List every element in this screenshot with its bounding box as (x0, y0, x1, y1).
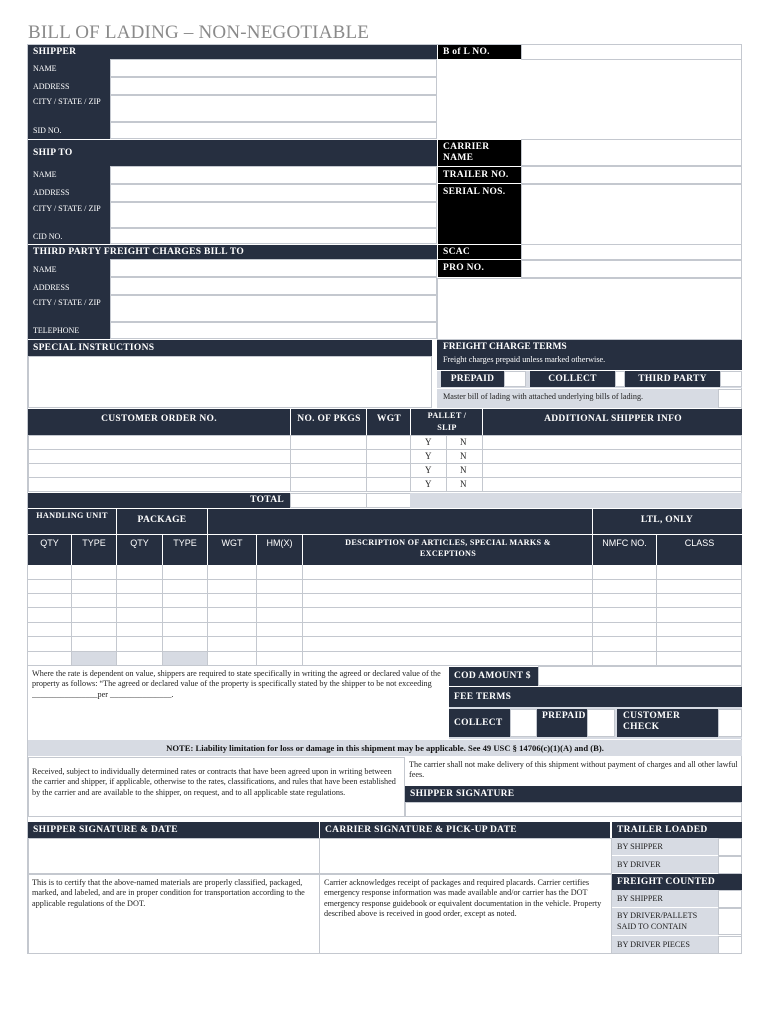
ship-to-city-label: CITY / STATE / ZIP (33, 204, 101, 213)
ship-to-address-field[interactable] (110, 184, 437, 202)
trailer-loaded-label: TRAILER LOADED (612, 822, 742, 838)
third-party-name-field[interactable] (110, 259, 437, 277)
by-driver-checkbox[interactable] (718, 856, 742, 874)
col-qty-package: QTY (130, 538, 149, 548)
ship-to-name-label: NAME (33, 170, 57, 179)
total-label: TOTAL (28, 493, 290, 508)
pallet-no[interactable]: N (460, 479, 467, 489)
pallet-no[interactable]: N (460, 465, 467, 475)
by-driver-pallets-checkbox[interactable] (718, 908, 742, 935)
master-bill-checkbox[interactable] (718, 389, 742, 408)
wgt-cell[interactable] (366, 435, 411, 450)
pro-no-label: PRO NO. (438, 260, 521, 277)
pallet-yes[interactable]: Y (425, 465, 432, 475)
table-row[interactable] (28, 477, 291, 492)
page-title: BILL OF LADING – NON-NEGOTIABLE (28, 22, 370, 43)
ship-to-address-label: ADDRESS (33, 188, 70, 197)
by-shipper-checkbox[interactable] (718, 838, 742, 856)
col-no-of-pkgs: NO. OF PKGS (297, 414, 361, 424)
pro-no-area[interactable] (437, 278, 742, 340)
third-party-checkbox[interactable] (720, 371, 742, 387)
header-divider (207, 509, 208, 565)
col-package: PACKAGE (137, 515, 187, 525)
third-party-address-label: ADDRESS (33, 283, 70, 292)
additional-info-cell[interactable] (482, 449, 742, 464)
serial-nos-field[interactable] (521, 184, 742, 245)
ship-to-id-field[interactable] (110, 228, 437, 244)
by-driver-pieces-checkbox[interactable] (718, 936, 742, 954)
total-filler (410, 493, 742, 508)
col-article-wgt: WGT (221, 538, 243, 548)
shipper-signature-field[interactable] (405, 802, 742, 817)
col-class: CLASS (684, 538, 715, 548)
freight-terms-note: Freight charges prepaid unless marked otherwise. (443, 355, 606, 364)
col-handling-unit: HANDLING UNIT (30, 510, 114, 522)
header-divider (482, 409, 483, 435)
header-divider (592, 509, 593, 565)
pkgs-cell[interactable] (290, 463, 367, 478)
trailer-no-field[interactable] (521, 166, 742, 184)
collect-label: COLLECT (530, 371, 615, 387)
shipper-address-field[interactable] (110, 77, 437, 95)
freight-counted-label: FREIGHT COUNTED (612, 874, 742, 890)
col-pallet-slip: PALLET / SLIP (427, 411, 467, 432)
freight-by-shipper-label: BY SHIPPER (612, 890, 718, 907)
additional-info-cell[interactable] (482, 435, 742, 450)
header-divider (28, 534, 742, 535)
table-row[interactable] (28, 463, 291, 478)
col-qty: QTY (40, 538, 59, 548)
pkgs-cell[interactable] (290, 449, 367, 464)
carrier-signature-date-label: CARRIER SIGNATURE & PICK-UP DATE (320, 822, 610, 838)
fee-terms-label: FEE TERMS (449, 687, 742, 707)
additional-info-cell[interactable] (482, 463, 742, 478)
carrier-no-delivery-text: The carrier shall not make delivery of this shipment without payment of charges and all other lawful fees. (409, 760, 738, 780)
header-divider (410, 409, 411, 435)
third-party-city-label: CITY / STATE / ZIP (33, 298, 101, 307)
pro-no-field[interactable] (521, 260, 742, 278)
third-party-address-field[interactable] (110, 277, 437, 295)
table-row[interactable] (28, 435, 291, 450)
shipper-city-label: CITY / STATE / ZIP (33, 97, 101, 106)
pallet-no[interactable]: N (460, 437, 467, 447)
third-party-city-field[interactable] (110, 295, 437, 322)
col-ltl-only: LTL, ONLY (640, 515, 694, 525)
shipper-signature-date-label: SHIPPER SIGNATURE & DATE (28, 822, 319, 838)
master-bill-text: Master bill of lading with attached underlying bills of lading. (443, 392, 644, 401)
header-divider (366, 409, 367, 435)
ship-to-header: SHIP TO (28, 140, 437, 166)
shipper-name-label: NAME (33, 64, 57, 73)
wgt-cell[interactable] (366, 463, 411, 478)
shipper-id-field[interactable] (110, 122, 437, 139)
customer-check-checkbox[interactable] (718, 709, 742, 737)
ship-to-city-field[interactable] (110, 202, 437, 228)
col-nmfc: NMFC NO. (602, 538, 647, 548)
carrier-ack-text: Carrier acknowledges receipt of packages and required placards. Carrier certifies emergency response information was made available and/or carrier has the DOT emergency response guidebook or equivalent documentation in the vehicle. Property described above is received in good order, except as noted. (324, 878, 602, 919)
pallet-yes[interactable]: Y (425, 451, 432, 461)
table-row[interactable] (28, 449, 291, 464)
shipper-city-field[interactable] (110, 95, 437, 122)
fee-prepaid-label: PREPAID (537, 709, 587, 737)
articles-grid[interactable] (28, 565, 742, 666)
carrier-name-label: CARRIER NAME (438, 140, 521, 166)
certify-text: This is to certify that the above-named materials are properly classified, packaged, marked, and labeled, and are in proper condition for transportation according to the applicable regulations of the DOT. (32, 878, 305, 908)
fee-collect-label: COLLECT (449, 709, 510, 737)
ship-to-name-field[interactable] (110, 166, 437, 184)
scac-label: SCAC (438, 245, 521, 259)
col-type-package: TYPE (173, 538, 197, 548)
declared-value-text: Where the rate is dependent on value, shippers are required to state specifically in writing the agreed or declared value of the property as follows: “The agreed or declared value of the property is specifically stated by the shipper to be not exceeding ________________per _______________. (32, 669, 441, 699)
freight-by-shipper-checkbox[interactable] (718, 890, 742, 908)
bol-no-label: B of L NO. (438, 45, 521, 59)
wgt-cell[interactable] (366, 449, 411, 464)
pallet-yes[interactable]: Y (425, 437, 432, 447)
by-shipper-label: BY SHIPPER (612, 838, 718, 855)
third-party-name-label: NAME (33, 265, 57, 274)
customer-check-label: CUSTOMER CHECK (617, 709, 718, 737)
col-type: TYPE (82, 538, 106, 548)
special-instructions-header: SPECIAL INSTRUCTIONS (28, 340, 432, 356)
third-party-telephone-label: TELEPHONE (33, 326, 80, 335)
special-instructions-field[interactable] (28, 356, 432, 408)
shipper-signature-date-field[interactable] (28, 838, 320, 874)
bol-no-field[interactable] (521, 44, 742, 60)
shipper-id-label: SID NO. (33, 126, 62, 135)
scac-field[interactable] (521, 244, 742, 260)
ship-to-id-label: CID NO. (33, 232, 63, 241)
liability-note: NOTE: Liability limitation for loss or damage in this shipment may be applicable. See 49 USC § 14706(c)(1)(A) and (B). (28, 740, 742, 756)
col-hm: HM(X) (266, 538, 293, 548)
carrier-name-field[interactable] (521, 139, 742, 166)
pallet-no[interactable]: N (460, 451, 467, 461)
col-wgt: WGT (376, 414, 402, 424)
col-customer-order: CUSTOMER ORDER NO. (28, 414, 290, 424)
prepaid-checkbox[interactable] (504, 371, 526, 387)
received-text: Received, subject to individually determined rates or contracts that have been agreed upon in writing between the carrier and shipper, if applicable, otherwise to the rates, classifications, and rules that have been established by the carrier and are available to the shipper, on request, and to all applicable state regulations. (32, 767, 396, 797)
third-party-header: THIRD PARTY FREIGHT CHARGES BILL TO (28, 245, 437, 259)
total-wgt-field[interactable] (366, 493, 411, 508)
freight-terms-header: FREIGHT CHARGE TERMS (443, 342, 567, 352)
total-pkgs-field[interactable] (290, 493, 367, 508)
shipper-address-label: ADDRESS (33, 82, 70, 91)
col-description: DESCRIPTION OF ARTICLES, SPECIAL MARKS & EXCEPTIONS (345, 538, 551, 558)
carrier-signature-date-field[interactable] (319, 838, 612, 874)
by-driver-label: BY DRIVER (612, 856, 718, 873)
col-additional-info: ADDITIONAL SHIPPER INFO (544, 414, 682, 424)
trailer-no-label: TRAILER NO. (438, 167, 521, 183)
header-divider (116, 509, 117, 565)
pkgs-cell[interactable] (290, 435, 367, 450)
additional-info-cell[interactable] (482, 477, 742, 492)
collect-checkbox[interactable] (615, 371, 625, 387)
by-driver-pallets-label: BY DRIVER/PALLETS SAID TO CONTAIN (612, 908, 718, 935)
header-divider (290, 409, 291, 435)
third-party-telephone-field[interactable] (110, 322, 437, 339)
shipper-header: SHIPPER (28, 45, 437, 59)
by-driver-pieces-label: BY DRIVER PIECES (612, 936, 718, 953)
cod-amount-label: COD AMOUNT $ (449, 667, 538, 686)
prepaid-label: PREPAID (441, 371, 504, 387)
serial-nos-label: SERIAL NOS. (438, 184, 521, 244)
shipper-name-field[interactable] (110, 59, 437, 77)
third-party-option-label: THIRD PARTY (625, 371, 720, 387)
header-divider (302, 535, 303, 565)
order-rows (28, 435, 742, 493)
cod-amount-field[interactable] (538, 666, 742, 686)
pkgs-cell[interactable] (290, 477, 367, 492)
fee-prepaid-checkbox[interactable] (587, 709, 615, 737)
fee-collect-checkbox[interactable] (510, 709, 537, 737)
pallet-yes[interactable]: Y (425, 479, 432, 489)
wgt-cell[interactable] (366, 477, 411, 492)
shipper-signature-label: SHIPPER SIGNATURE (405, 786, 742, 802)
